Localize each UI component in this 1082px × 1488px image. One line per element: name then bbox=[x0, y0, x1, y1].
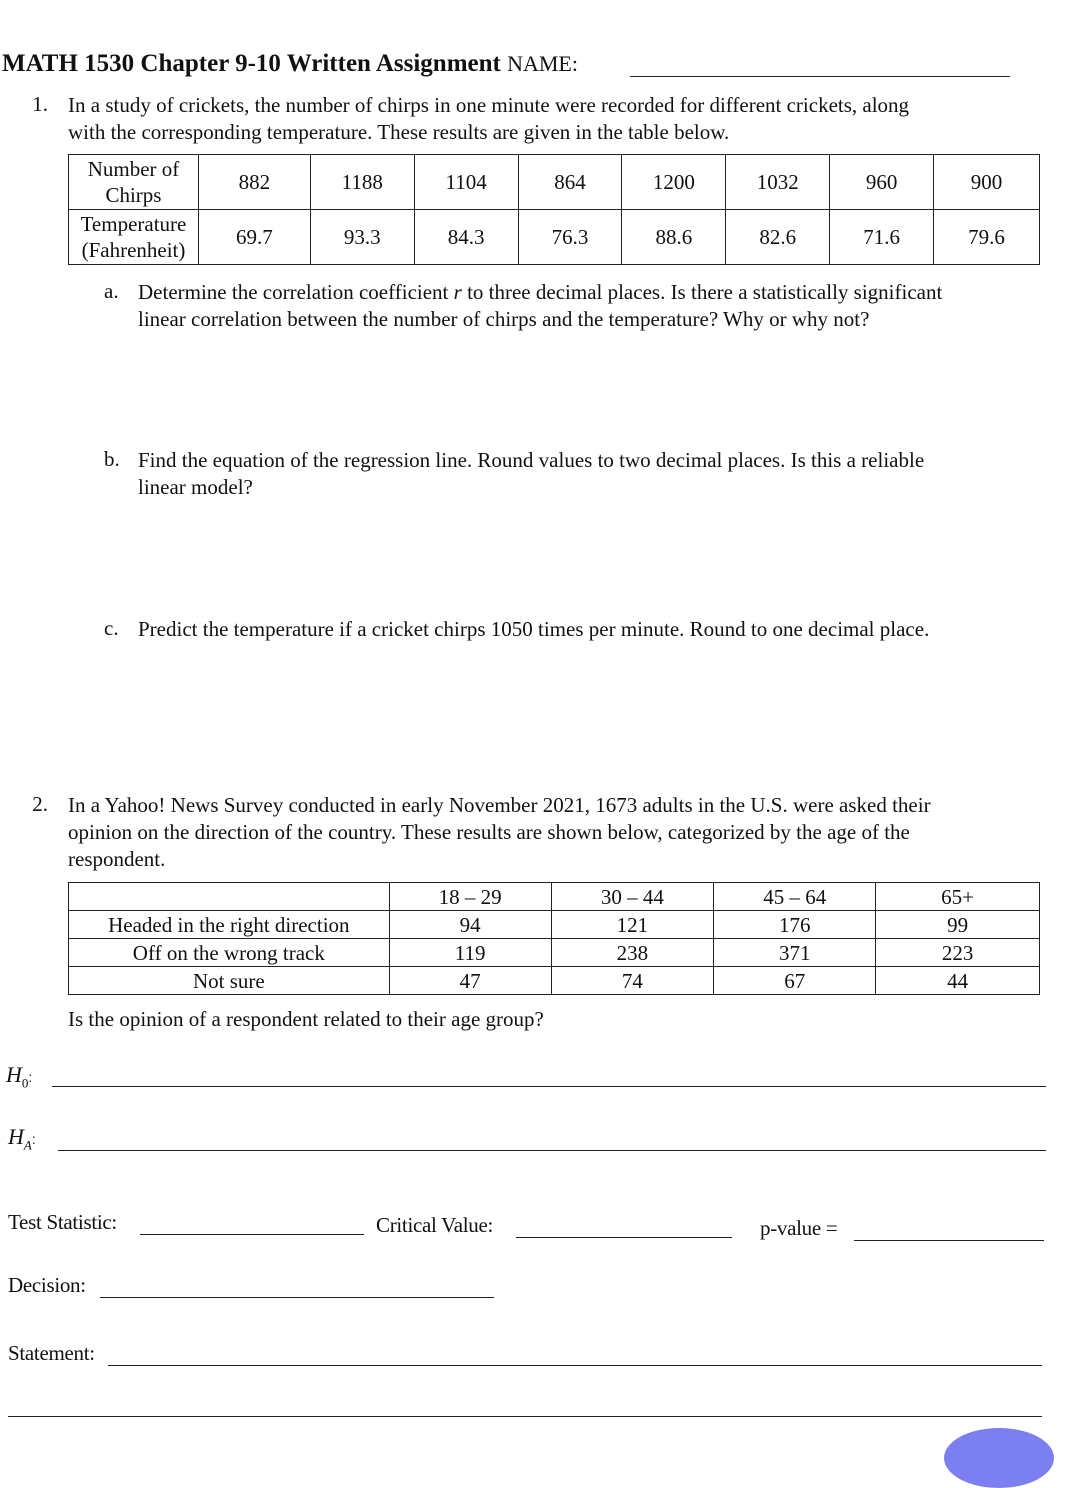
row-label: Headed in the right direction bbox=[69, 911, 390, 939]
table-cell: 1104 bbox=[414, 155, 518, 210]
h0-answer-line[interactable] bbox=[52, 1086, 1046, 1087]
table-cell: 67 bbox=[714, 967, 876, 995]
floating-action-button[interactable] bbox=[944, 1428, 1054, 1488]
table-cell: 93.3 bbox=[310, 210, 414, 265]
statement-line[interactable] bbox=[108, 1365, 1042, 1366]
chirps-header: Number of Chirps bbox=[69, 155, 199, 210]
q1-number: 1. bbox=[32, 92, 48, 116]
crickets-table bbox=[68, 154, 1040, 265]
column-header: 45 – 64 bbox=[714, 883, 876, 911]
table-row bbox=[69, 967, 1040, 995]
empty-corner-cell bbox=[69, 883, 390, 911]
table-cell: 238 bbox=[551, 939, 714, 967]
name-label: NAME: bbox=[507, 51, 578, 76]
decision-label: Decision: bbox=[8, 1273, 86, 1297]
part-b-label: b. bbox=[104, 447, 120, 471]
part-c-label: c. bbox=[104, 616, 119, 640]
table-cell: 960 bbox=[830, 155, 934, 210]
table-row bbox=[69, 911, 1040, 939]
table-cell: 1032 bbox=[726, 155, 830, 210]
table-cell: 84.3 bbox=[414, 210, 518, 265]
q2-question: Is the opinion of a respondent related to their age group? bbox=[68, 1007, 544, 1031]
table-cell: 94 bbox=[389, 911, 551, 939]
p-value-line[interactable] bbox=[854, 1240, 1044, 1241]
table-row bbox=[69, 939, 1040, 967]
table-cell: 121 bbox=[551, 911, 714, 939]
decision-line[interactable] bbox=[100, 1297, 494, 1298]
table-cell: 74 bbox=[551, 967, 714, 995]
table-cell: 119 bbox=[389, 939, 551, 967]
table-cell: 864 bbox=[518, 155, 622, 210]
part-a-text: Determine the correlation coefficient r to three decimal places. Is there a statistically significant linear correlation between the number of chirps and the temperature? Why or why not? bbox=[138, 280, 943, 331]
chirps-row bbox=[69, 155, 1040, 210]
row-label: Off on the wrong track bbox=[69, 939, 390, 967]
table-cell: 176 bbox=[714, 911, 876, 939]
table-cell: 82.6 bbox=[726, 210, 830, 265]
column-header: 18 – 29 bbox=[389, 883, 551, 911]
temperature-row bbox=[69, 210, 1040, 265]
temperature-header: Temperature (Fahrenheit) bbox=[69, 210, 199, 265]
q2-number: 2. bbox=[32, 792, 48, 816]
h0-label: $H_0$: bbox=[6, 1062, 33, 1091]
table-cell: 69.7 bbox=[198, 210, 310, 265]
statement-label: Statement: bbox=[8, 1341, 95, 1365]
table-cell: 79.6 bbox=[934, 210, 1040, 265]
part-b-text: Find the equation of the regression line. Round values to two decimal places. Is this a reliable linear model? bbox=[138, 448, 925, 499]
table-cell: 900 bbox=[934, 155, 1040, 210]
ha-answer-line[interactable] bbox=[58, 1150, 1046, 1151]
p-value-label: p-value = bbox=[760, 1216, 838, 1240]
age-header-row bbox=[69, 883, 1040, 911]
critical-value-line[interactable] bbox=[516, 1237, 732, 1238]
part-a-label: a. bbox=[104, 279, 119, 303]
table-cell: 88.6 bbox=[622, 210, 726, 265]
ha-label: $H_A$: bbox=[8, 1124, 36, 1153]
test-statistic-label: Test Statistic: bbox=[8, 1210, 117, 1234]
survey-table bbox=[68, 882, 1040, 995]
q2-text: In a Yahoo! News Survey conducted in early November 2021, 1673 adults in the U.S. were asked their opinion on the direction of the country. These results are shown below, categorized by the age of the respondent. bbox=[68, 793, 931, 871]
table-cell: 71.6 bbox=[830, 210, 934, 265]
q1-text: In a study of crickets, the number of chirps in one minute were recorded for different crickets, along with the corresponding temperature. These results are given in the table below. bbox=[68, 93, 910, 144]
part-c-text: Predict the temperature if a cricket chirps 1050 times per minute. Round to one decimal place. bbox=[138, 617, 930, 641]
table-cell: 1200 bbox=[622, 155, 726, 210]
assignment-title: MATH 1530 Chapter 9-10 Written Assignment bbox=[2, 50, 501, 77]
column-header: 65+ bbox=[876, 883, 1040, 911]
table-cell: 882 bbox=[198, 155, 310, 210]
name-field-line[interactable] bbox=[630, 76, 1010, 77]
table-cell: 223 bbox=[876, 939, 1040, 967]
table-cell: 47 bbox=[389, 967, 551, 995]
table-cell: 371 bbox=[714, 939, 876, 967]
table-cell: 44 bbox=[876, 967, 1040, 995]
table-cell: 76.3 bbox=[518, 210, 622, 265]
table-cell: 99 bbox=[876, 911, 1040, 939]
row-label: Not sure bbox=[69, 967, 390, 995]
page-title bbox=[2, 50, 578, 78]
table-cell: 1188 bbox=[310, 155, 414, 210]
test-statistic-line[interactable] bbox=[140, 1234, 364, 1235]
column-header: 30 – 44 bbox=[551, 883, 714, 911]
statement-line-2[interactable] bbox=[8, 1416, 1042, 1417]
critical-value-label: Critical Value: bbox=[376, 1213, 493, 1237]
